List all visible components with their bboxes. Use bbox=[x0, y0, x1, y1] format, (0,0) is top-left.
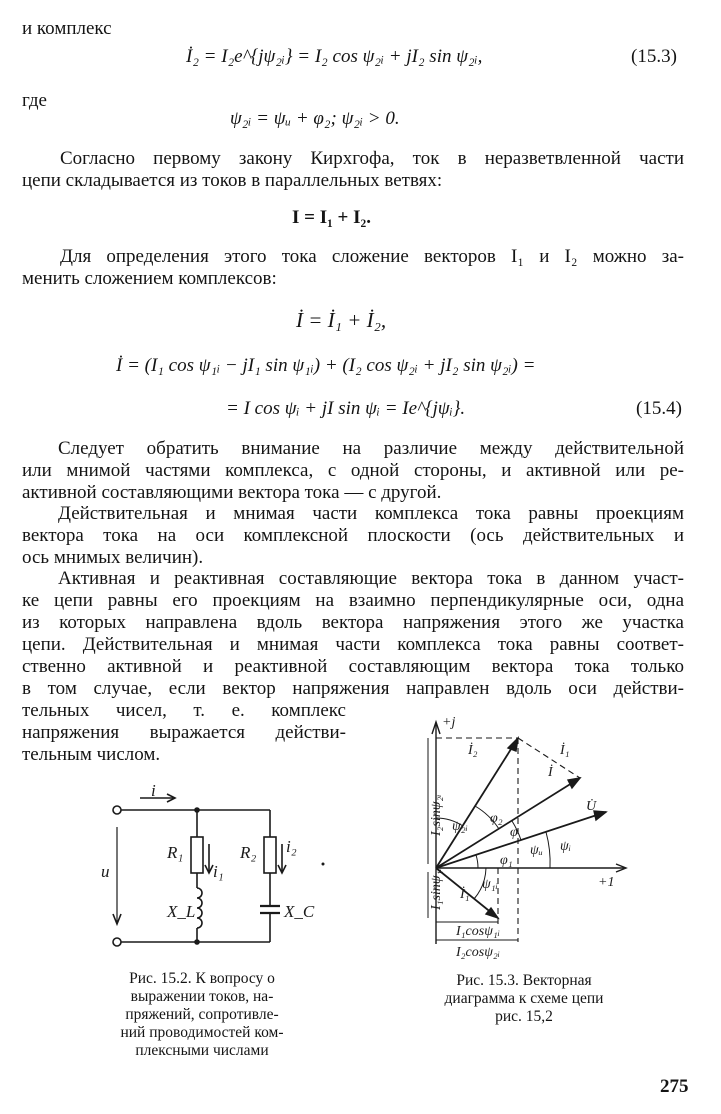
label-r1: R₁ bbox=[167, 843, 184, 862]
angle-arc bbox=[476, 855, 478, 868]
equation-number-15-4: (15.4) bbox=[636, 398, 682, 419]
paragraph-line: в том случае, если вектор напряжения направлен вдоль оси действи- bbox=[22, 678, 684, 699]
paragraph-line: напряжения выражается действи- bbox=[22, 722, 346, 743]
paragraph-line: вектора тока на оси комплексной плоскости (ось действительных и bbox=[22, 525, 684, 546]
paragraph-line: Активная и реактивная составляющие вектора тока в данном участ- bbox=[58, 568, 684, 589]
caption-line: Рис. 15.3. Векторная bbox=[456, 972, 592, 989]
inductor-xl bbox=[197, 888, 202, 928]
paragraph-line: или мнимой частями комплекса, с одной стороны, и активной или ре- bbox=[22, 460, 684, 481]
paragraph-line: Согласно первому закону Кирхгофа, ток в неразветвленной части bbox=[60, 148, 684, 169]
label-phi2: φ₂ bbox=[490, 811, 503, 826]
resistor-r1 bbox=[191, 837, 203, 873]
paragraph-line: цепи складывается из токов в параллельных ветвях: bbox=[22, 170, 443, 191]
label-plus-j: +j bbox=[442, 715, 456, 730]
paragraph-line: тельных чисел, т. е. комплекс bbox=[22, 700, 346, 721]
label-vector-i1-low: İ₁ bbox=[460, 887, 470, 902]
caption-line: плексными числами bbox=[135, 1042, 269, 1059]
equation-15-4-line3: = I cos ψᵢ + jI sin ψᵢ = Ie^{jψᵢ}. bbox=[226, 398, 466, 419]
caption-line: выражении токов, на- bbox=[130, 988, 274, 1005]
label-psi1i: ψ₁ᵢ bbox=[482, 877, 498, 892]
label-vector-i2: İ₂ bbox=[468, 743, 478, 758]
caption-line: пряжений, сопротивле- bbox=[125, 1006, 279, 1023]
label-i1: i₁ bbox=[213, 862, 224, 881]
label-plus-1: +1 bbox=[598, 875, 615, 890]
figure-15-2-caption bbox=[96, 970, 308, 1060]
page-number: 275 bbox=[660, 1076, 689, 1097]
paragraph-line: менить сложением комплексов: bbox=[22, 268, 277, 289]
label-i2: i₂ bbox=[286, 837, 297, 856]
paragraph-line: из которых направлена вдоль вектора напряжения этого же участка bbox=[22, 612, 684, 633]
paragraph-line: ственно активной и реактивной составляющим вектора тока только bbox=[22, 656, 684, 677]
figure-15-3-caption bbox=[408, 972, 640, 1026]
resistor-r2 bbox=[264, 837, 276, 873]
psi-definition: ψ₂ᵢ = ψᵤ + φ₂; ψ₂ᵢ > 0. bbox=[230, 108, 400, 129]
node-dot bbox=[195, 808, 199, 812]
label-i2-sin: I₂sinψ₂ᵢ bbox=[429, 794, 444, 836]
stray-dot bbox=[322, 863, 325, 866]
terminal-bottom bbox=[113, 938, 121, 946]
label-i1-sin: I₁sinψ₁ᵢ bbox=[429, 868, 444, 910]
label-i2-cos: I₂cosψ₂ᵢ bbox=[456, 945, 500, 960]
label-psii: ψᵢ bbox=[560, 839, 571, 854]
equation-15-4-line2: İ = (I₁ cos ψ₁ᵢ − jI₁ sin ψ₁ᵢ) + (I₂ cos ψ₂ᵢ + jI₂ sin ψ₂ᵢ) = bbox=[116, 355, 536, 376]
angle-arc bbox=[546, 832, 550, 868]
label-vector-u: U̇ bbox=[586, 799, 597, 814]
paragraph-line: тельным числом. bbox=[22, 744, 161, 765]
caption-line: диаграмма к схеме цепи bbox=[444, 990, 604, 1007]
label-phi: φ bbox=[510, 825, 518, 840]
paragraph-line: цепи. Действительная и мнимая части комплекса тока равны соответ- bbox=[22, 634, 684, 655]
terminal-top bbox=[113, 806, 121, 814]
paragraph-line: активной составляющими вектора тока — с другой. bbox=[22, 482, 442, 503]
label-vector-i1-top: İ₁ bbox=[560, 743, 570, 758]
caption-line: рис. 15,2 bbox=[495, 1008, 553, 1025]
label-psi2i: ψ₂ᵢ bbox=[452, 819, 468, 834]
arrowhead bbox=[568, 778, 580, 788]
label-current: i bbox=[151, 782, 156, 800]
paragraph-line: Действительная и мнимая части комплекса тока равны проекциям bbox=[58, 503, 684, 524]
arrowhead bbox=[508, 738, 518, 751]
caption-line: ний проводимостей ком- bbox=[120, 1024, 284, 1041]
intro-text: и комплекс bbox=[22, 18, 112, 39]
paragraph-line: Следует обратить внимание на различие между действительной bbox=[58, 438, 684, 459]
where-word: где bbox=[22, 90, 47, 111]
paragraph-line: Для определения этого тока сложение векторов I₁ и I₂ можно за- bbox=[60, 246, 684, 267]
label-vector-i: İ bbox=[548, 765, 553, 780]
label-psiu: ψᵤ bbox=[530, 843, 543, 858]
equation-15-3: İ₂ = I₂e^{jψ₂ᵢ} = I₂ cos ψ₂ᵢ + jI₂ sin ψ₂ᵢ, bbox=[186, 46, 483, 67]
equation-number-15-3: (15.3) bbox=[631, 46, 677, 67]
caption-line: Рис. 15.2. К вопросу о bbox=[129, 970, 275, 987]
vector-sum: I = I₁ + I₂. bbox=[292, 207, 371, 228]
paragraph-line: ке цепи равны его проекциям на взаимно перпендикулярные оси, одна bbox=[22, 590, 684, 611]
paragraph-line: ось мнимых величин). bbox=[22, 547, 204, 568]
label-r2: R₂ bbox=[240, 843, 257, 862]
label-xl: X_L bbox=[167, 902, 196, 921]
node-dot bbox=[195, 940, 199, 944]
vector-diagram bbox=[420, 714, 640, 960]
circuit-diagram bbox=[95, 782, 325, 952]
label-phi1: φ₁ bbox=[500, 853, 513, 868]
label-voltage: u bbox=[101, 862, 110, 881]
label-xc: X_C bbox=[284, 902, 315, 921]
label-i1-cos: I₁cosψ₁ᵢ bbox=[456, 924, 500, 939]
equation-15-4-line1: İ = İ₁ + İ₂, bbox=[296, 308, 387, 332]
